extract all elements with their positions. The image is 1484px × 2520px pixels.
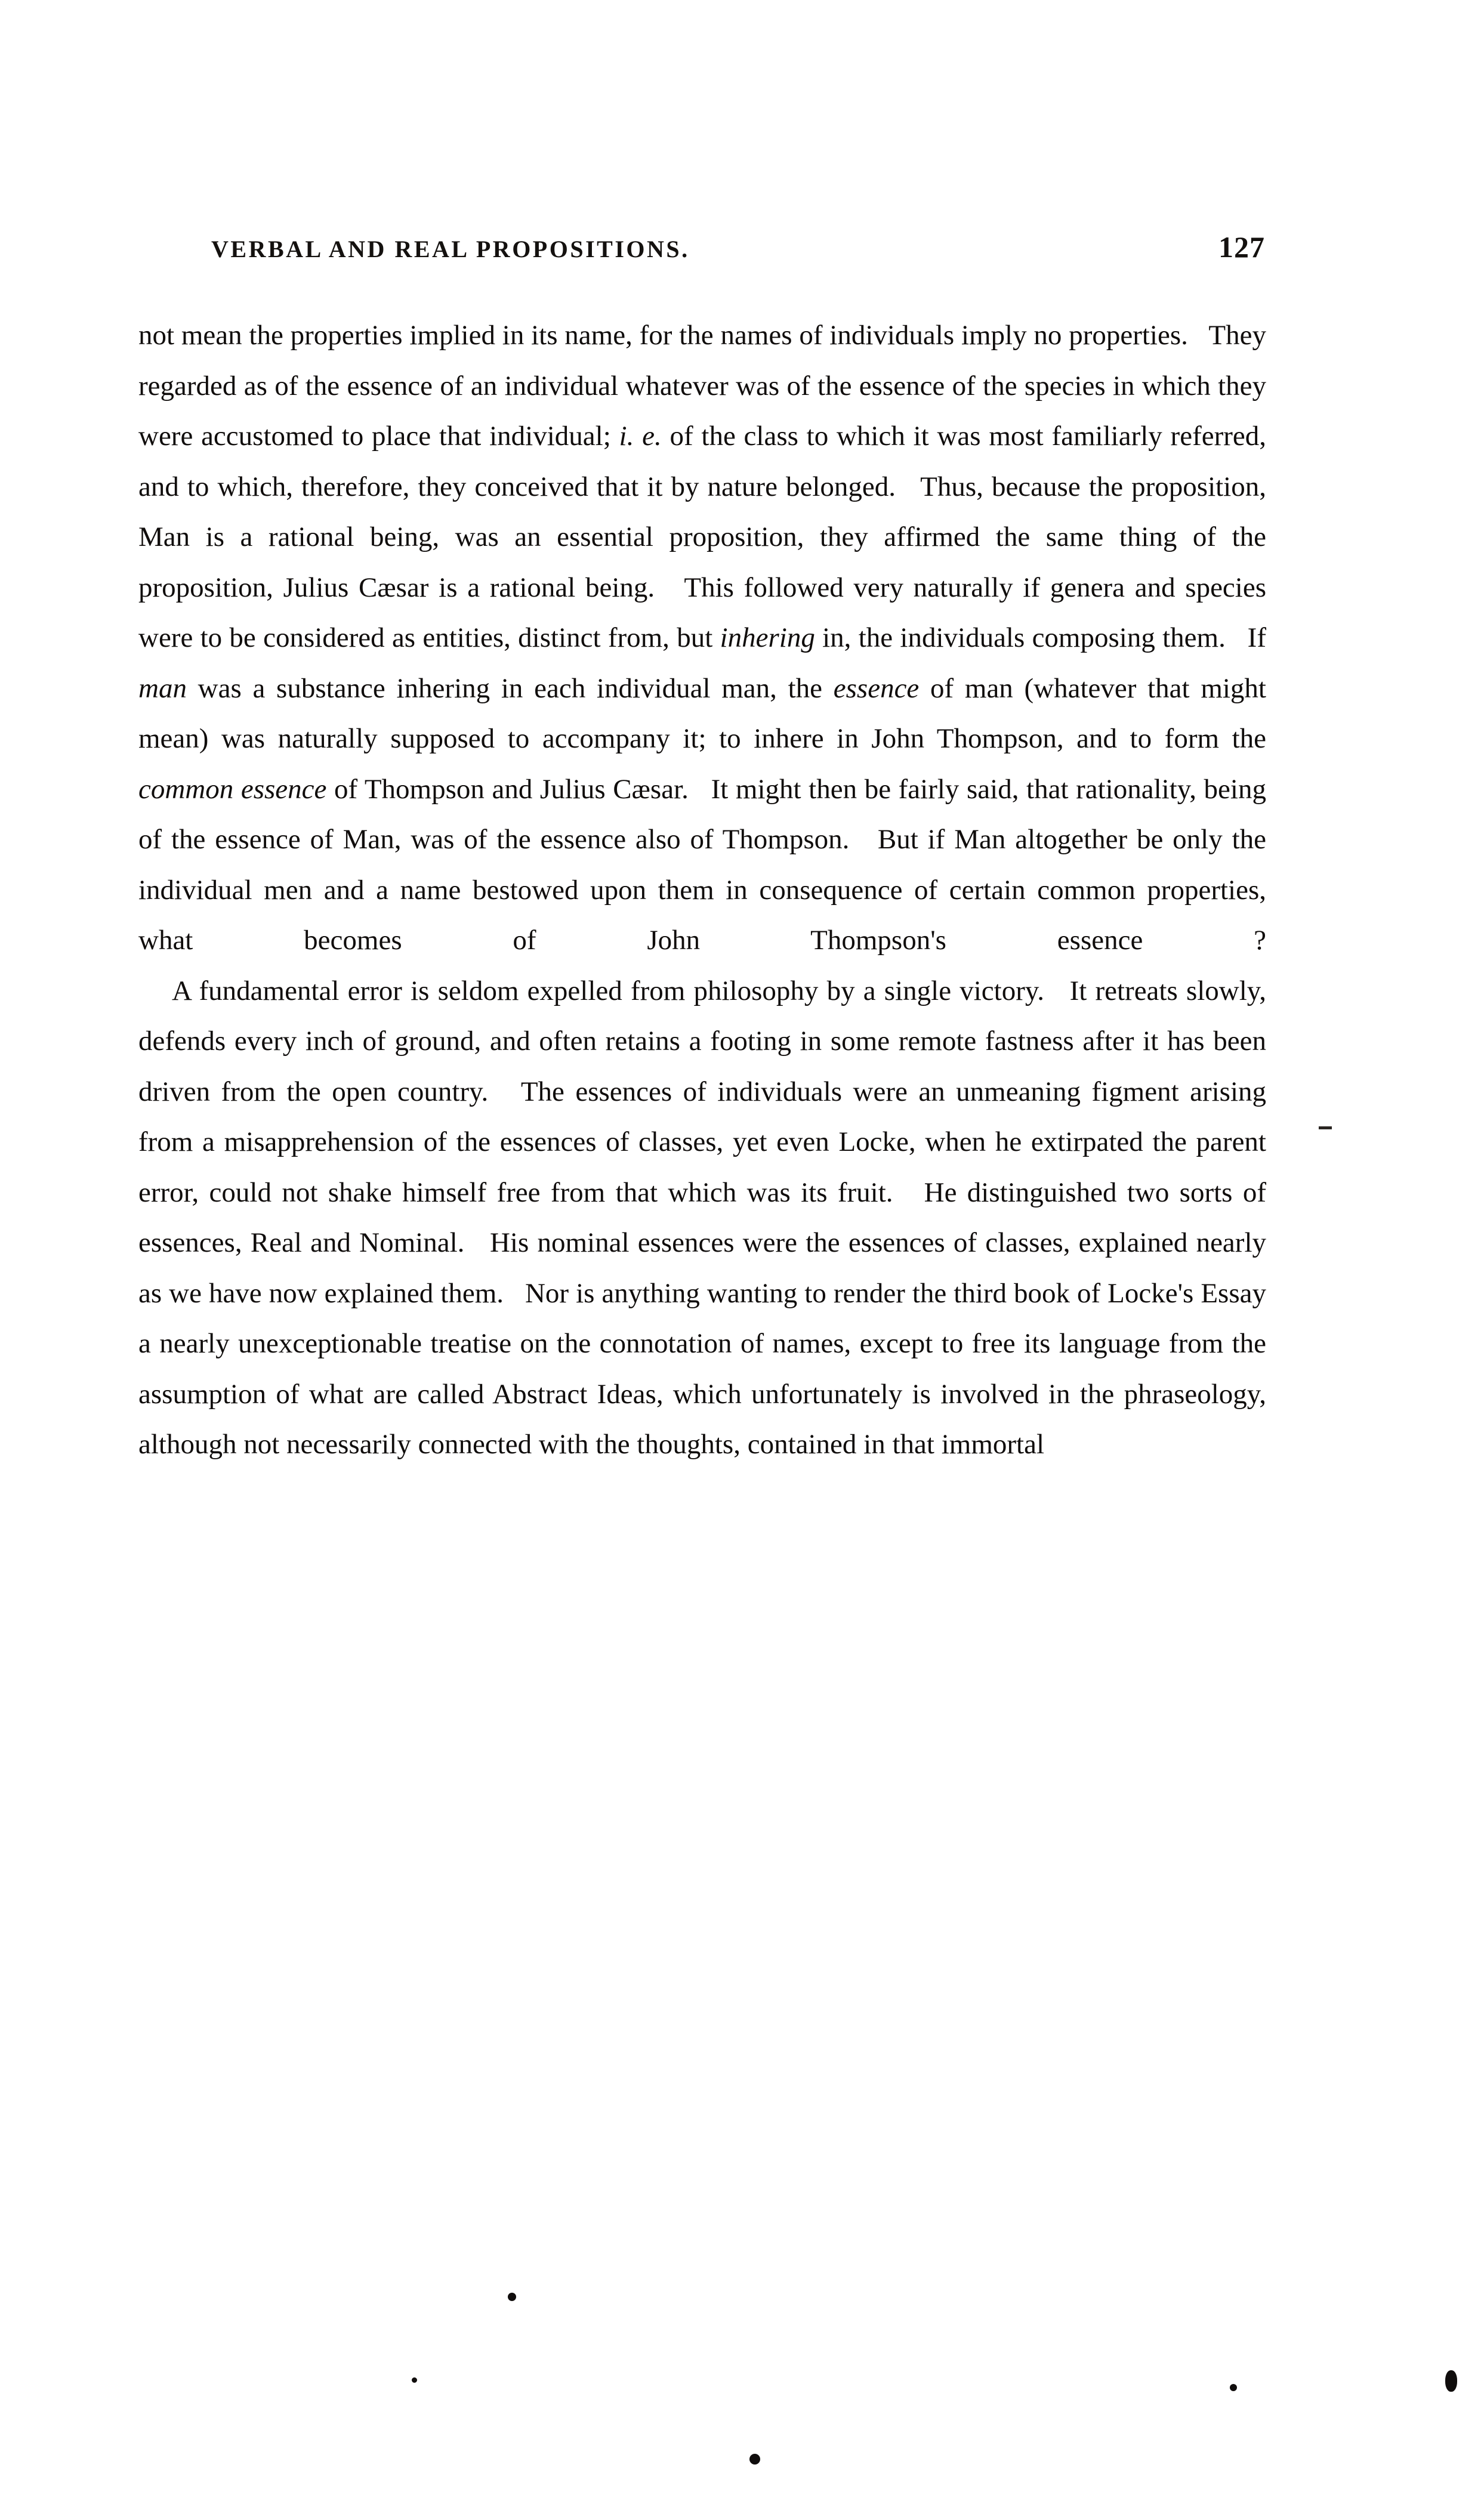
- scan-speck: [412, 2377, 417, 2383]
- scan-speck: [1445, 2370, 1457, 2392]
- margin-dash-mark: [1319, 1126, 1332, 1129]
- page-body: [138, 310, 1266, 1470]
- scan-speck: [749, 2454, 760, 2465]
- scan-speck: [1230, 2384, 1237, 2391]
- scan-speck: [508, 2293, 516, 2301]
- running-title: VERBAL AND REAL PROPOSITIONS.: [211, 236, 690, 262]
- paragraph-2: A fundamental error is seldom expelled from philosophy by a single victory. It retreats slowly, defends every inch of ground, and often retains a footing in some remote fastness after it has been driven from the open country. The essences of individuals were an unmeaning figment arising from a misapprehension of the essences of classes, yet even Locke, when he extirpated the parent error, could not shake himself free from that which was its fruit. He distinguished two sorts of essences, Real and Nominal. His nominal essences were the essences of classes, explained nearly as we have now explained them. Nor is anything wanting to render the third book of Locke's Essay a nearly unexceptionable treatise on the connotation of names, except to free its language from the assumption of what are called Abstract Ideas, which unfortunately is involved in the phraseology, although not necessarily connected with the thoughts, contained in that immortal: [138, 975, 1266, 1460]
- page-header: [149, 230, 1265, 265]
- page-number: 127: [1218, 230, 1265, 264]
- paragraph-1: not mean the properties implied in its name, for the names of individuals imply no properties. They regarded as of the essence of an individual whatever was of the essence of the species in which they were accustomed to place that individual; i. e. of the class to which it was most familiarly referred, and to which, therefore, they conceived that it by nature belonged. Thus, because the proposition, Man is a rational being, was an essential proposition, they affirmed the same thing of the proposition, Julius Cæsar is a rational being. This followed very naturally if genera and species were to be considered as entities, distinct from, but inhering in, the individuals composing them. If man was a substance inhering in each individual man, the essence of man (whatever that might mean) was naturally supposed to accompany it; to inhere in John Thompson, and to form the common essence of Thompson and Julius Cæsar. It might then be fairly said, that rationality, being of the essence of Man, was of the essence also of Thompson. But if Man altogether be only the individual men and a name bestowed upon them in consequence of certain common properties, what becomes of John Thompson's essence ?: [138, 320, 1266, 956]
